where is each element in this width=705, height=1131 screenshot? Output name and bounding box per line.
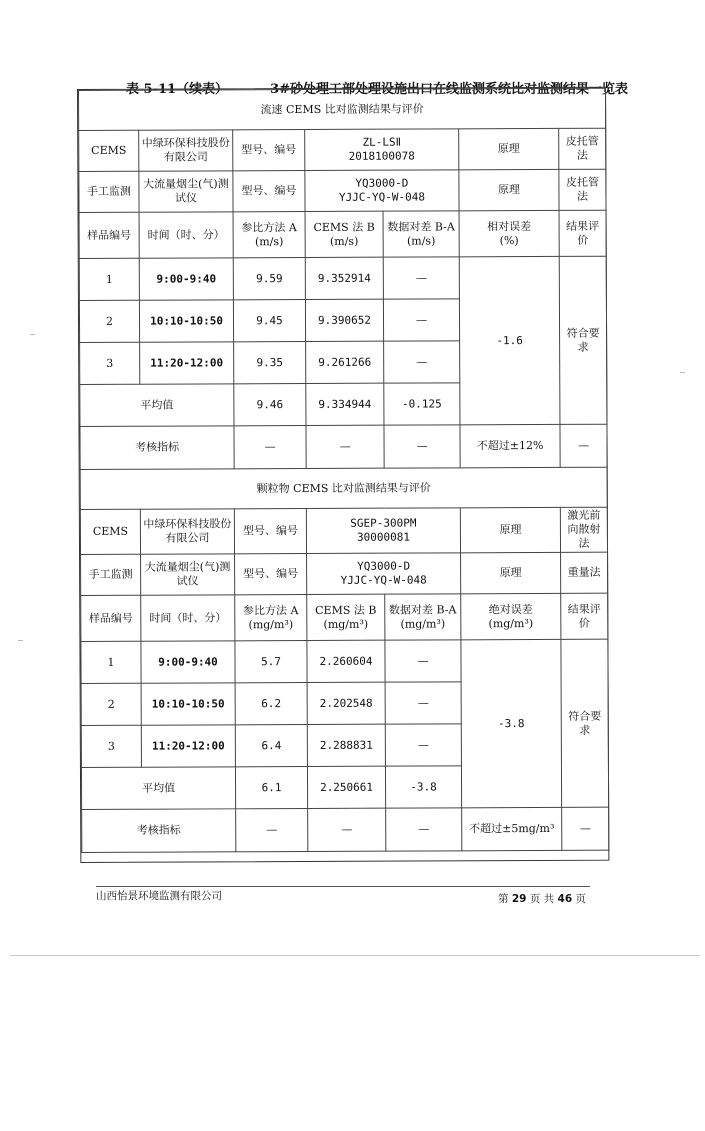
avg-b: 2.250661 <box>307 766 385 808</box>
value-diff: — <box>385 682 461 724</box>
flow-manual-model-label: 型号、编号 <box>233 171 305 212</box>
particle-cems-principle: 激光前向散射法 <box>560 507 607 552</box>
flow-cems-model-cell <box>305 129 459 171</box>
flow-manual-model: YQ3000-D <box>355 176 409 190</box>
header-sample: 样品编号 <box>79 212 139 258</box>
avg-a: 9.46 <box>234 384 306 426</box>
header-eval: 结果评价 <box>559 210 606 256</box>
scan-mark <box>680 372 685 373</box>
value-a: 6.4 <box>235 725 307 767</box>
header-diff: 数据对差 B-A (mg/m³) <box>385 594 461 640</box>
criterion-label: 考核指标 <box>82 809 236 853</box>
particle-heading: 颗粒物 CEMS 比对监测结果与评价 <box>80 467 607 509</box>
particle-cems-maker: 中绿环保科技股份有限公司 <box>140 509 234 554</box>
particle-evaluation: 符合要求 <box>561 639 609 807</box>
flow-manual-model-cell <box>305 170 459 212</box>
criterion-row <box>82 807 609 852</box>
avg-diff: -0.125 <box>384 383 460 425</box>
results-table <box>77 87 609 863</box>
header-error: 相对误差 (%) <box>459 210 559 256</box>
particle-manual-model: YQ3000-D <box>357 559 411 573</box>
criterion-eval: — <box>562 807 609 850</box>
value-b: 2.202548 <box>307 682 385 724</box>
sample-no: 2 <box>81 683 141 725</box>
value-a: 9.59 <box>233 258 305 300</box>
header-ref-a: 参比方法 A (m/s) <box>233 212 305 258</box>
particle-cems-label: CEMS <box>80 509 140 554</box>
scan-edge-line <box>10 955 700 956</box>
flow-cems-serial: 2018100078 <box>348 149 415 163</box>
sample-no: 1 <box>79 258 139 300</box>
sample-time: 9:00-9:40 <box>141 641 235 683</box>
header-time: 时间（时、分） <box>139 212 233 258</box>
page-footer <box>96 886 590 905</box>
header-cems-b: CEMS 法 B (mg/m³) <box>307 594 385 640</box>
sample-no: 1 <box>81 641 141 683</box>
flow-manual-label: 手工监测 <box>79 171 139 212</box>
header-diff: 数据对差 B-A (m/s) <box>383 211 459 257</box>
average-label: 平均值 <box>81 767 235 810</box>
flow-evaluation: 符合要求 <box>559 256 607 424</box>
criterion-label: 考核指标 <box>80 426 234 470</box>
table-number: 表 5-11（续表） <box>126 82 229 97</box>
sample-no: 3 <box>80 342 140 384</box>
value-a: 9.45 <box>233 300 305 342</box>
flow-cems-model-label: 型号、编号 <box>233 130 305 171</box>
criterion-limit: 不超过±12% <box>460 424 560 467</box>
value-diff: — <box>384 341 460 383</box>
sample-time: 10:10-10:50 <box>141 683 235 725</box>
value-b: 9.352914 <box>305 257 383 299</box>
avg-a: 6.1 <box>235 767 307 809</box>
flow-cems-label: CEMS <box>79 130 139 171</box>
flow-cems-maker: 中绿环保科技股份有限公司 <box>139 130 233 171</box>
sample-time: 9:00-9:40 <box>139 258 233 300</box>
flow-manual-principle: 皮托管法 <box>559 169 606 210</box>
header-cems-b: CEMS 法 B (m/s) <box>305 211 383 257</box>
header-sample: 样品编号 <box>81 595 141 641</box>
particle-manual-model-cell <box>307 553 461 595</box>
value-diff: — <box>385 640 461 682</box>
criterion-a: — <box>236 809 308 852</box>
value-a: 9.35 <box>234 342 306 384</box>
scan-mark <box>30 334 35 335</box>
criterion-diff: — <box>384 425 460 468</box>
table-row <box>79 256 606 300</box>
value-b: 9.261266 <box>306 341 384 383</box>
flow-error-value: -1.6 <box>459 256 560 424</box>
table-row <box>81 639 608 683</box>
value-diff: — <box>385 724 461 766</box>
criterion-eval: — <box>560 424 607 467</box>
header-error: 绝对误差 (mg/m³) <box>461 593 561 639</box>
table-title: 3#砂处理工部处理设施出口在线监测系统比对监测结果一览表 <box>270 82 629 97</box>
header-ref-a: 参比方法 A (mg/m³) <box>235 595 307 641</box>
value-b: 2.260604 <box>307 640 385 682</box>
particle-cems-model-label: 型号、编号 <box>234 509 306 554</box>
value-a: 6.2 <box>235 683 307 725</box>
scan-mark <box>18 640 23 641</box>
average-label: 平均值 <box>80 384 234 427</box>
particle-manual-label: 手工监测 <box>81 554 141 595</box>
flow-cems-model: ZL-LSⅡ <box>362 135 402 149</box>
criterion-b: — <box>306 425 384 468</box>
value-b: 9.390652 <box>305 299 383 341</box>
page-number: 第 29 页 共 46 页 <box>498 893 586 905</box>
particle-error-value: -3.8 <box>461 639 562 807</box>
criterion-a: — <box>234 426 306 469</box>
particle-manual-principle: 重量法 <box>561 552 608 593</box>
criterion-diff: — <box>386 808 462 851</box>
sample-no: 3 <box>81 725 141 767</box>
particle-manual-model-label: 型号、编号 <box>235 554 307 595</box>
particle-cems-model-cell <box>306 508 460 554</box>
flow-heading: 流速 CEMS 比对监测结果与评价 <box>79 88 606 130</box>
value-diff: — <box>383 257 459 299</box>
sample-time: 10:10-10:50 <box>139 300 233 342</box>
flow-manual-instrument: 大流量烟尘(气)测试仪 <box>139 171 233 212</box>
footer-company: 山西怡景环境监测有限公司 <box>96 890 222 902</box>
header-eval: 结果评价 <box>561 593 608 639</box>
particle-cems-serial: 30000081 <box>356 530 410 544</box>
particle-manual-serial: YJJC-YQ-W-048 <box>340 573 427 587</box>
sample-time: 11:20-12:00 <box>140 342 234 384</box>
flow-cems-principle-label: 原理 <box>459 128 559 169</box>
flow-section <box>78 88 609 853</box>
header-time: 时间（时、分） <box>141 595 235 641</box>
value-diff: — <box>383 299 459 341</box>
value-a: 5.7 <box>235 641 307 683</box>
sample-time: 11:20-12:00 <box>141 725 235 767</box>
flow-manual-principle-label: 原理 <box>459 169 559 210</box>
criterion-limit: 不超过±5mg/m³ <box>462 807 562 850</box>
particle-manual-instrument: 大流量烟尘(气)测试仪 <box>141 554 235 595</box>
flow-cems-principle: 皮托管法 <box>559 128 606 169</box>
criterion-row <box>80 424 607 469</box>
sample-no: 2 <box>79 300 139 342</box>
particle-manual-principle-label: 原理 <box>461 552 561 593</box>
avg-b: 9.334944 <box>306 383 384 425</box>
avg-diff: -3.8 <box>385 766 461 808</box>
particle-cems-model: SGEP-300PM <box>350 516 417 530</box>
particle-cems-principle-label: 原理 <box>460 507 560 552</box>
value-b: 2.288831 <box>307 724 385 766</box>
criterion-b: — <box>308 808 386 851</box>
flow-manual-serial: YJJC-YQ-W-048 <box>338 190 426 204</box>
